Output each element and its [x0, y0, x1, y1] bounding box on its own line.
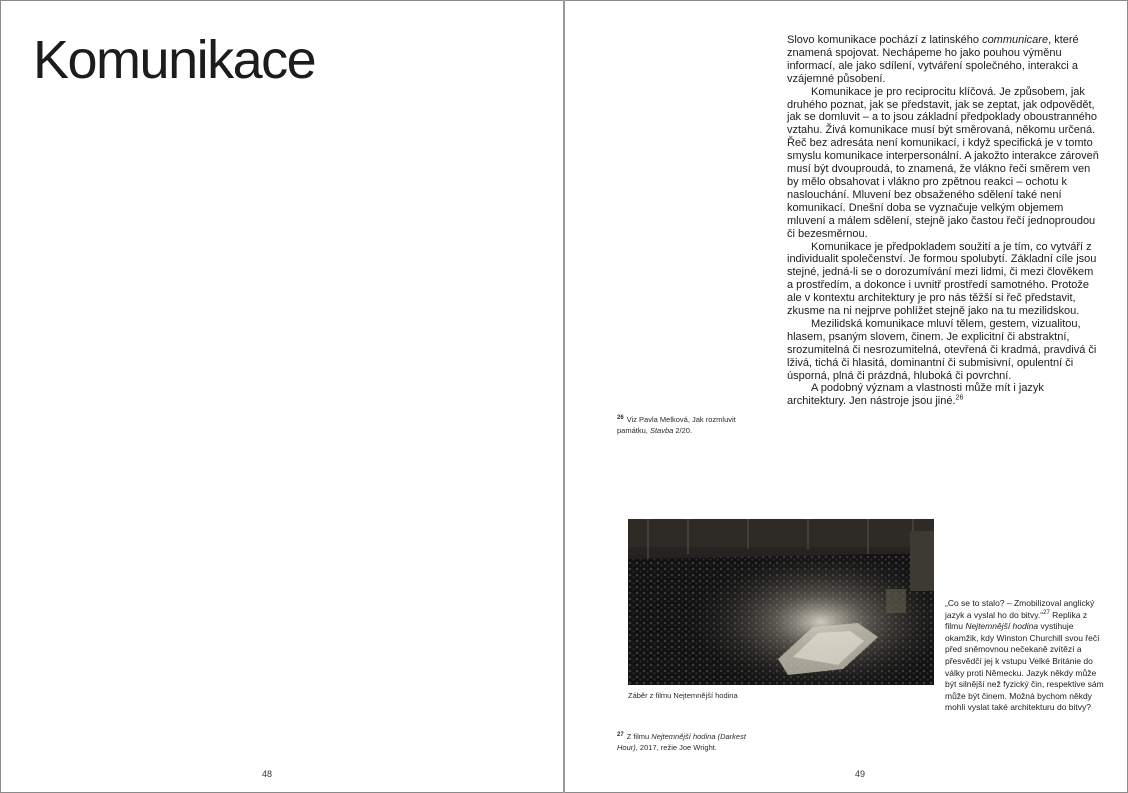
- footnote-26-text-start: Viz Pavla Melková, Jak rozmluvit památku,: [617, 415, 736, 435]
- footnote-27-text-start: Z filmu: [626, 732, 652, 741]
- right-page: [564, 0, 1128, 793]
- page-number-left: 48: [262, 769, 273, 779]
- sidenote-text-start: Replika z filmu: [945, 609, 1088, 632]
- footnote-ref-26: 26: [955, 394, 964, 402]
- paragraph-2: Komunikace je pro reciprocitu klíčová. Je způsobem, jak druhého poznat, jak se představit, jak se zeptat, jak odpovědět, jak se domluvit – a to jsou základní předpoklady oboustranného vztahu. Živá komunikace musí být směrovaná, někomu určená. Řeč bez adresáta není komunikací, i když specifická je v tomto smyslu komunikace interpersonální. A jakožto interakce zároveň musí být dvouproudá, to znamená, že vlákno řeči směrem ven by mělo obsahovat i vlákno pro zpětnou reakci – ochotu k naslouchání. Mluvení bez obsaženého sdělení také není komunikací. Dnešní doba se vyznačuje velkým objemem mluvení a málem sdělení, stejně jako častou řečí jednoproudou či bezesměrnou.: [787, 85, 1099, 240]
- paragraph-3: Komunikace je předpokladem soužití a je tím, co vytváří z individualit společenství. Je formou spolubytí. Základní cíle jsou stejné, jedná-li se o dorozumívání mezi lidmi, či mezi člověkem a prostředím, a dokonce i uvnitř prostředí samotného. Protože ale v kontextu architektury je pro nás těžší si řeč představit, zkusme na ni nejprve pohlížet stejně jako na tu mezilidskou.: [787, 240, 1097, 318]
- film-still-image: [628, 519, 934, 685]
- paragraph-1: [787, 34, 1099, 86]
- footnote-27-film-title: Nejtemnější hodina (Darkest Hour): [617, 732, 746, 752]
- paragraph-1-end: , které znamená spojovat. Nechápeme ho jako pouhou výměnu informací, ale jako sdílení, vytváření společného, interakci a vzájemné působení.: [787, 34, 1079, 85]
- figure-caption: Záběr z filmu Nejtemnější hodina: [628, 691, 738, 700]
- body-text: [787, 34, 1099, 408]
- sidenote: [945, 598, 1105, 714]
- footnote-26-number: 26: [617, 414, 624, 421]
- film-title: Nejtemnější hodina: [965, 621, 1039, 632]
- footnote-27: [617, 732, 757, 753]
- footnote-26-text-end: 2/20.: [673, 425, 693, 435]
- page-number-right: 49: [855, 769, 866, 779]
- paragraph-1-start: Slovo komunikace pochází z latinského: [787, 34, 983, 46]
- sidenote-text-end: vystihuje okamžik, kdy Winston Churchill svou řečí před sněmovnou nečekaně zvítězí a přesvědčí jej k vstupu Velké Británie do války proti Německu. Jazyk někdy může být silnější než fyzický čin, respektive sám může být činem. Možná bychom někdy mohli vyslat také architekturu do bitvy?: [945, 621, 1104, 713]
- footnote-27-number: 27: [617, 731, 624, 738]
- churchill-quote: „Co se to stalo? – Zmobilizoval anglický jazyk a vyslal ho do bitvy.“: [945, 598, 1095, 620]
- paragraph-5-text: A podobný význam a vlastnosti může mít i jazyk architektury. Jen nástroje jsou jiné.: [787, 382, 1044, 408]
- chapter-title: Komunikace: [33, 30, 316, 90]
- paragraph-4: Mezilidská komunikace mluví tělem, gestem, vizualitou, hlasem, psaným slovem, činem. Je explicitní či abstraktní, srozumitelná či nesrozumitelná, otevřená či kradmá, pravdivá či lživá, tichá či hlasitá, dominantní či submisivní, opulentní či úsporná, plná či prázdná, hluboká či povrchní.: [787, 317, 1097, 382]
- footnote-27-text-end: , 2017, režie Joe Wright.: [635, 742, 717, 752]
- latin-term: communicare: [982, 34, 1049, 46]
- footnote-26-journal: Stavba: [649, 425, 674, 435]
- page-gutter: [563, 0, 565, 793]
- footnote-26: [617, 415, 757, 436]
- footnote-ref-27: 27: [1043, 609, 1050, 616]
- paragraph-5: [787, 382, 1099, 408]
